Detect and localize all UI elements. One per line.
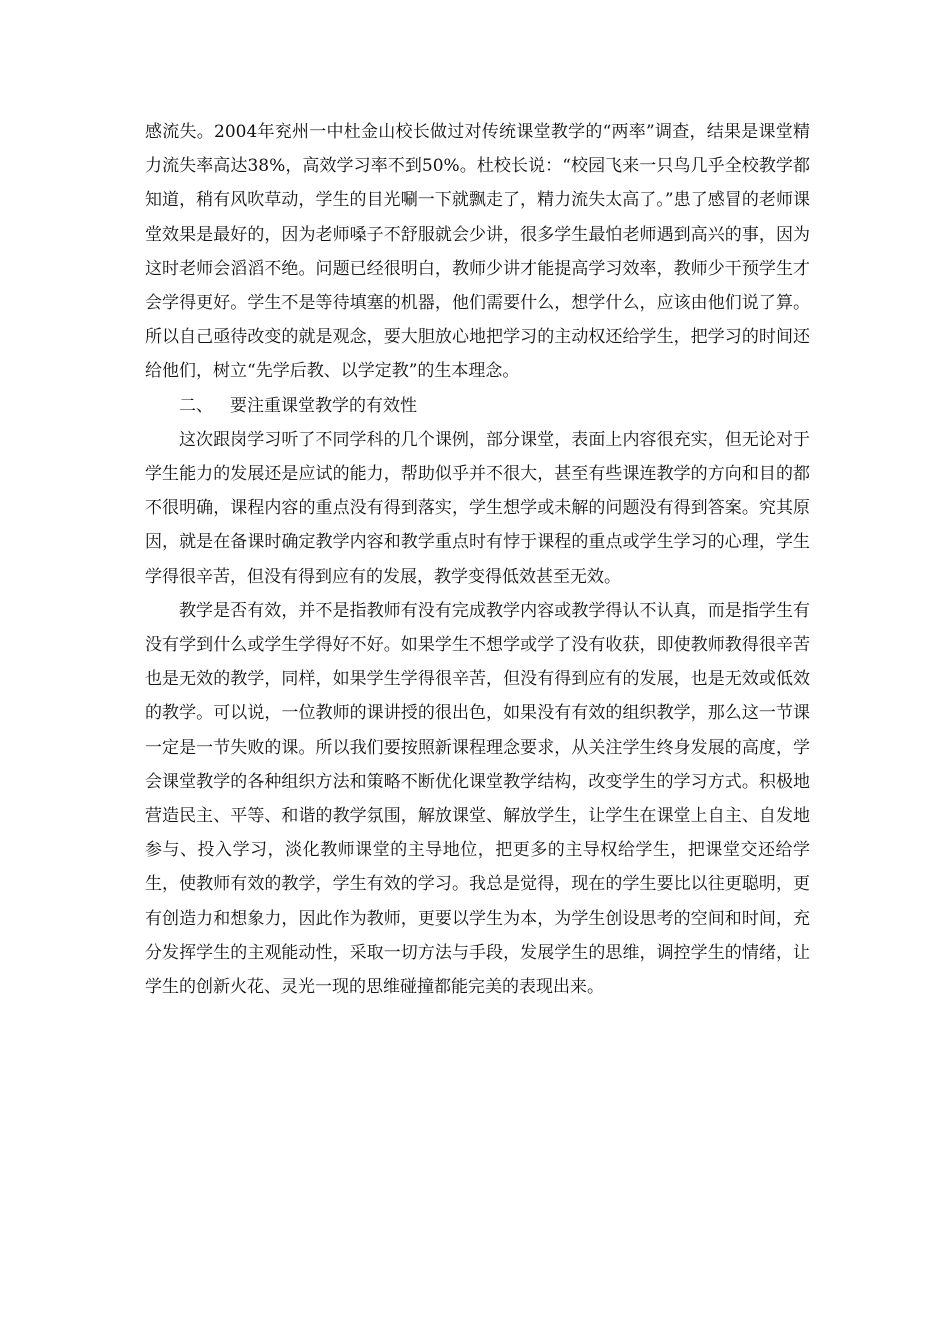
paragraph-continuation: 感流失。2004年兖州一中杜金山校长做过对传统课堂教学的“两率”调查，结果是课堂精力流失率高达38%，高效学习率不到50%。杜校长说：“校园飞来一只鸟几乎全校教学都知道，稍有风吹草动，学生的目光唰一下就飘走了，精力流失太高了。”患了感冒的老师课堂效果是最好的，因为老师嗓子不舒服就会少讲，很多学生最怕老师遇到高兴的事，因为这时老师会滔滔不绝。问题已经很明白，教师少讲才能提高学习效率，教师少干预学生才会学得更好。学生不是等待填塞的机器，他们需要什么，想学什么，应该由他们说了算。所以自己亟待改变的就是观念，要大胆放心地把学习的主动权还给学生，把学习的时间还给他们，树立“先学后教、以学定教”的生本理念。 [145,122,810,382]
section-number: 二、 [179,395,213,416]
section-heading [145,389,810,423]
document-page [145,115,810,1004]
paragraph-effective-teaching: 教学是否有效，并不是指教师有没有完成教学内容或教学得认不认真，而是指学生有没有学到什么或学生学得好不好。如果学生不想学或学了没有收获，即使教师教得很辛苦也是无效的教学，同样，如果学生学得很辛苦，但没有得到应有的发展，也是无效或低效的教学。可以说，一位教师的课讲授的很出色，如果没有有效的组织教学，那么这一节课一定是一节失败的课。所以我们要按照新课程理念要求，从关注学生终身发展的高度，学会课堂教学的各种组织方法和策略不断优化课堂教学结构，改变学生的学习方式。积极地营造民主、平等、和谐的教学氛围，解放课堂、解放学生，让学生在课堂上自主、自发地参与、投入学习，淡化教师课堂的主导地位，把更多的主导权给学生，把课堂交还给学生，使教师有效的教学，学生有效的学习。我总是觉得，现在的学生要比以往更聪明，更有创造力和想象力，因此作为教师，更要以学生为本，为学生创设思考的空间和时间，充分发挥学生的主观能动性，采取一切方法与手段，发展学生的思维，调控学生的情绪，让学生的创新火花、灵光一现的思维碰撞都能完美的表现出来。 [145,600,810,998]
paragraph-course-observation: 这次跟岗学习听了不同学科的几个课例，部分课堂，表面上内容很充实，但无论对于学生能力的发展还是应试的能力，帮助似乎并不很大，甚至有些课连教学的方向和目的都不很明确，课程内容的重点没有得到落实，学生想学或未解的问题没有得到答案。究其原因，就是在备课时确定教学内容和教学重点时有悖于课程的重点或学生学习的心理，学生学得很辛苦，但没有得到应有的发展，教学变得低效甚至无效。 [145,429,810,587]
section-title: 要注重课堂教学的有效性 [230,395,417,416]
